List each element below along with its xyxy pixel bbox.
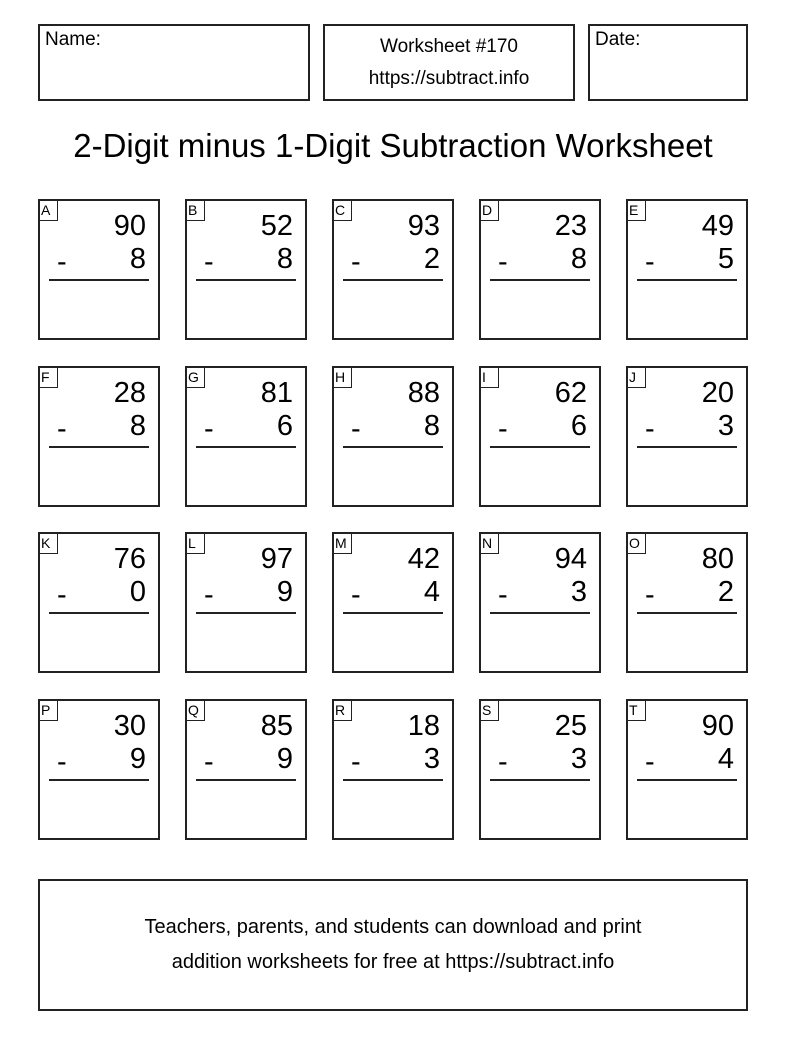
problem-letter: H (332, 366, 352, 388)
minus-sign: - (204, 746, 214, 778)
subtrahend: 3 (717, 410, 734, 442)
problem-h[interactable] (332, 366, 454, 507)
minus-sign: - (57, 746, 67, 778)
problem-letter: R (332, 699, 352, 721)
subtrahend: 3 (570, 576, 587, 608)
minus-sign: - (645, 246, 655, 278)
minuend: 93 (407, 210, 440, 242)
minuend: 28 (113, 377, 146, 409)
subtrahend: 8 (129, 243, 146, 275)
problem-letter: K (38, 532, 58, 554)
minus-sign: - (204, 413, 214, 445)
minus-sign: - (498, 246, 508, 278)
problem-letter: A (38, 199, 58, 221)
date-label: Date: (595, 29, 641, 50)
answer-line (637, 446, 737, 448)
minus-sign: - (645, 746, 655, 778)
subtrahend: 8 (423, 410, 440, 442)
problem-j[interactable] (626, 366, 748, 507)
problem-e[interactable] (626, 199, 748, 340)
problem-a[interactable] (38, 199, 160, 340)
problem-letter: B (185, 199, 205, 221)
problem-letter: T (626, 699, 646, 721)
answer-line (196, 779, 296, 781)
problem-t[interactable] (626, 699, 748, 840)
subtrahend: 2 (423, 243, 440, 275)
minuend: 23 (554, 210, 587, 242)
minuend: 18 (407, 710, 440, 742)
answer-line (49, 279, 149, 281)
problem-letter: N (479, 532, 499, 554)
minuend: 20 (701, 377, 734, 409)
problem-g[interactable] (185, 366, 307, 507)
problem-letter: Q (185, 699, 205, 721)
problem-n[interactable] (479, 532, 601, 673)
subtrahend: 4 (717, 743, 734, 775)
minus-sign: - (645, 413, 655, 445)
problem-f[interactable] (38, 366, 160, 507)
answer-line (49, 779, 149, 781)
answer-line (196, 612, 296, 614)
problem-p[interactable] (38, 699, 160, 840)
minus-sign: - (498, 746, 508, 778)
minus-sign: - (498, 579, 508, 611)
minuend: 25 (554, 710, 587, 742)
subtrahend: 0 (129, 576, 146, 608)
subtrahend: 8 (570, 243, 587, 275)
minuend: 81 (260, 377, 293, 409)
problem-letter: M (332, 532, 352, 554)
answer-line (196, 446, 296, 448)
name-label: Name: (45, 29, 101, 50)
worksheet-number: Worksheet #170 (379, 36, 518, 57)
minus-sign: - (204, 246, 214, 278)
answer-line (490, 779, 590, 781)
minuend: 90 (701, 710, 734, 742)
problem-d[interactable] (479, 199, 601, 340)
minus-sign: - (351, 246, 361, 278)
minuend: 30 (113, 710, 146, 742)
answer-line (196, 279, 296, 281)
problem-letter: J (626, 366, 646, 388)
answer-line (343, 279, 443, 281)
minuend: 80 (701, 543, 734, 575)
subtrahend: 6 (570, 410, 587, 442)
problem-q[interactable] (185, 699, 307, 840)
subtrahend: 9 (129, 743, 146, 775)
problem-c[interactable] (332, 199, 454, 340)
answer-line (490, 612, 590, 614)
problem-letter: P (38, 699, 58, 721)
name-box[interactable] (38, 24, 310, 101)
problem-l[interactable] (185, 532, 307, 673)
problem-r[interactable] (332, 699, 454, 840)
minus-sign: - (351, 579, 361, 611)
answer-line (637, 612, 737, 614)
answer-line (343, 779, 443, 781)
minuend: 85 (260, 710, 293, 742)
subtrahend: 6 (276, 410, 293, 442)
problem-m[interactable] (332, 532, 454, 673)
answer-line (637, 279, 737, 281)
problem-letter: F (38, 366, 58, 388)
problem-letter: O (626, 532, 646, 554)
minus-sign: - (498, 413, 508, 445)
footer-line-1: Teachers, parents, and students can download and print (144, 916, 642, 938)
minus-sign: - (351, 746, 361, 778)
problem-b[interactable] (185, 199, 307, 340)
answer-line (49, 446, 149, 448)
problem-letter: E (626, 199, 646, 221)
subtrahend: 3 (570, 743, 587, 775)
minuend: 49 (701, 210, 734, 242)
worksheet-info-box (323, 24, 575, 101)
problem-letter: L (185, 532, 205, 554)
minuend: 42 (407, 543, 440, 575)
minus-sign: - (57, 246, 67, 278)
minus-sign: - (204, 579, 214, 611)
minus-sign: - (57, 413, 67, 445)
subtrahend: 2 (717, 576, 734, 608)
subtrahend: 8 (276, 243, 293, 275)
subtrahend: 9 (276, 743, 293, 775)
minuend: 90 (113, 210, 146, 242)
problem-letter: C (332, 199, 352, 221)
answer-line (49, 612, 149, 614)
subtrahend: 9 (276, 576, 293, 608)
date-box[interactable] (588, 24, 748, 101)
problem-letter: I (479, 366, 499, 388)
minus-sign: - (57, 579, 67, 611)
minuend: 88 (407, 377, 440, 409)
minuend: 52 (260, 210, 293, 242)
minuend: 97 (260, 543, 293, 575)
worksheet-url: https://subtract.info (368, 68, 530, 89)
minus-sign: - (645, 579, 655, 611)
problem-letter: D (479, 199, 499, 221)
problem-s[interactable] (479, 699, 601, 840)
footer-line-2: addition worksheets for free at https://subtract.info (171, 951, 615, 973)
subtrahend: 8 (129, 410, 146, 442)
answer-line (490, 446, 590, 448)
footer-box (38, 879, 748, 1011)
problem-k[interactable] (38, 532, 160, 673)
minus-sign: - (351, 413, 361, 445)
subtrahend: 3 (423, 743, 440, 775)
problem-o[interactable] (626, 532, 748, 673)
answer-line (637, 779, 737, 781)
page-title: 2-Digit minus 1-Digit Subtraction Worksheet (73, 127, 713, 164)
problem-i[interactable] (479, 366, 601, 507)
problem-letter: S (479, 699, 499, 721)
subtrahend: 5 (717, 243, 734, 275)
minuend: 94 (554, 543, 587, 575)
minuend: 62 (554, 377, 587, 409)
problem-letter: G (185, 366, 205, 388)
answer-line (490, 279, 590, 281)
answer-line (343, 612, 443, 614)
minuend: 76 (113, 543, 146, 575)
subtrahend: 4 (423, 576, 440, 608)
answer-line (343, 446, 443, 448)
